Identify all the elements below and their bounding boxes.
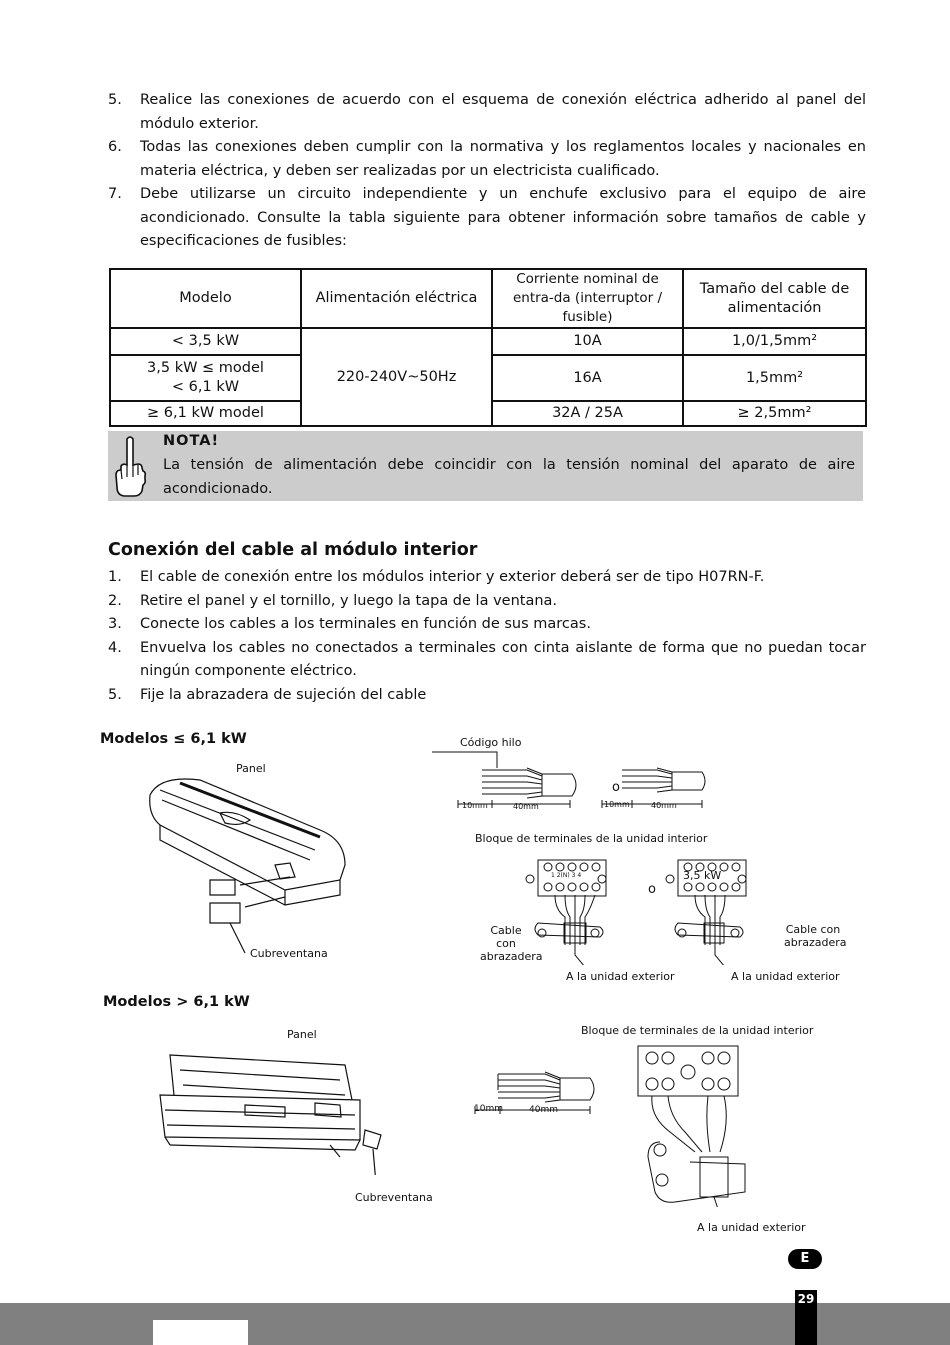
cover-label-2: Cubreventana <box>355 1191 433 1204</box>
section-list <box>108 566 866 707</box>
section-title: Conexión del cable al módulo interior <box>108 540 478 560</box>
models-small-label: Modelos ≤ 6,1 kW <box>100 731 247 747</box>
terminal-marks: 1 2(N) 3 4 <box>551 872 582 879</box>
note-box <box>108 431 863 501</box>
list-item: 7. Debe utilizarse un circuito independiente y un enchufe exclusivo para el equipo de aire acondicionado. Consulte la tabla siguiente para obtener información sobre tamaños de cable y especificaciones de fusibles: <box>108 186 866 249</box>
terminal-block-diagram-large <box>630 1042 750 1207</box>
table-cell: 3,5 kW ≤ model < 6,1 kW <box>110 355 301 401</box>
panel-label-2: Panel <box>287 1028 317 1041</box>
list-item: 1. El cable de conexión entre los módulos interior y exterior deberá ser de tipo H07RN-F. <box>108 569 765 585</box>
table-cell: 1,0/1,5mm² <box>683 328 866 355</box>
models-large-label: Modelos > 6,1 kW <box>103 994 250 1010</box>
to-outdoor-label: A la unidad exterior <box>566 970 675 983</box>
to-outdoor-label-2: A la unidad exterior <box>731 970 840 983</box>
terminal-block-label: Bloque de terminales de la unidad interior <box>475 832 708 845</box>
dim-10-label-3: 10mm <box>474 1104 503 1114</box>
dim-40-label: 40mm <box>513 802 539 811</box>
footer-white-block <box>153 1320 248 1345</box>
or-label: o <box>612 780 620 795</box>
list-item: 3. Conecte los cables a los terminales en función de sus marcas. <box>108 616 591 632</box>
list-item: 5. Fije la abrazadera de sujeción del cable <box>108 686 427 703</box>
dim-40-label-3: 40mm <box>529 1105 558 1115</box>
or-label-2: o <box>648 882 656 897</box>
table-cell: 16A <box>492 355 683 401</box>
table-row <box>110 328 866 355</box>
dim-10-label-2: 10mm <box>604 800 630 809</box>
cable-spec-table <box>109 268 867 427</box>
table-header: Tamaño del cable de alimentación <box>683 269 866 328</box>
cable-clamp-label: Cable con abrazadera <box>480 924 543 963</box>
table-header-row <box>110 269 866 328</box>
panel-label: Panel <box>236 762 266 775</box>
dim-10-label: 10mm <box>462 801 488 810</box>
cover-label: Cubreventana <box>250 947 328 960</box>
list-item: 4. Envuelva los cables no conectados a terminales con cinta aislante de forma que no puedan tocar ningún componente eléctrico. <box>108 639 866 679</box>
table-header: Corriente nominal de entra-da (interruptor / fusible) <box>492 269 683 328</box>
kw-label: 3,5 kW <box>683 869 722 882</box>
indoor-unit-large-illustration <box>155 1045 395 1175</box>
table-cell: ≥ 2,5mm² <box>683 401 866 426</box>
dim-40-label-2: 40mm <box>651 801 677 810</box>
note-text: La tensión de alimentación debe coincidir con la tensión nominal del aparato de aire acondicionado. <box>163 457 855 497</box>
page-number: 29 <box>797 1292 815 1306</box>
table-header: Modelo <box>110 269 301 328</box>
list-item: 5. Realice las conexiones de acuerdo con el esquema de conexión eléctrica adherido al panel del módulo exterior. <box>108 92 866 132</box>
intro-list <box>108 89 866 254</box>
list-item: 2. Retire el panel y el tornillo, y luego la tapa de la ventana. <box>108 592 558 609</box>
table-cell: 32A / 25A <box>492 401 683 426</box>
table-cell: 220-240V~50Hz <box>301 328 492 426</box>
table-header: Alimentación eléctrica <box>301 269 492 328</box>
table-cell: < 3,5 kW <box>110 328 301 355</box>
table-cell: ≥ 6,1 kW model <box>110 401 301 426</box>
note-title: NOTA! <box>163 433 220 449</box>
list-item: 6. Todas las conexiones deben cumplir con la normativa y los reglamentos locales y nacionales en materia eléctrica, y deben ser realizadas por un electricista cualificado. <box>108 139 866 179</box>
wire-code-label: Código hilo <box>460 736 522 749</box>
indoor-unit-small-illustration <box>140 755 360 955</box>
terminal-block-label-2: Bloque de terminales de la unidad interior <box>581 1024 814 1037</box>
table-cell: 10A <box>492 328 683 355</box>
pointing-hand-icon <box>112 435 148 497</box>
table-cell: 1,5mm² <box>683 355 866 401</box>
language-badge: E <box>788 1249 822 1269</box>
to-outdoor-label-3: A la unidad exterior <box>697 1221 806 1234</box>
cable-clamp-label-2: Cable con abrazadera <box>784 923 847 949</box>
